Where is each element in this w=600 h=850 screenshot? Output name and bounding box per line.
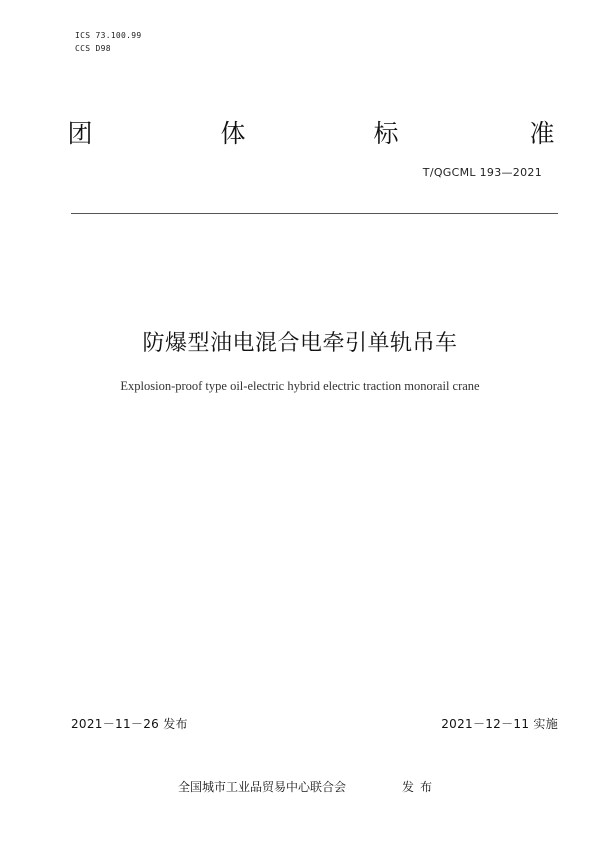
heading-char-2: 体: [220, 119, 246, 148]
publisher-name: 全国城市工业品贸易中心联合会: [178, 780, 347, 794]
header-divider: [71, 213, 558, 214]
heading-char-3: 标: [373, 119, 399, 148]
standard-number: T/QGCML 193—2021: [422, 166, 542, 179]
publish-label: 发布: [402, 780, 439, 794]
issue-date: 2021－11－26 发布: [71, 717, 188, 731]
document-title-english: Explosion-proof type oil-electric hybrid electric traction monorail crane: [120, 379, 480, 393]
heading-char-1: 团: [67, 119, 93, 148]
ccs-code: CCS D98: [75, 44, 111, 53]
document-type-heading: [60, 114, 565, 150]
ics-code: ICS 73.100.99: [75, 31, 142, 40]
document-title-chinese: 防爆型油电混合电牵引单轨吊车: [142, 331, 458, 356]
implementation-date: 2021－12－11 实施: [441, 717, 558, 731]
heading-char-4: 准: [529, 119, 555, 148]
